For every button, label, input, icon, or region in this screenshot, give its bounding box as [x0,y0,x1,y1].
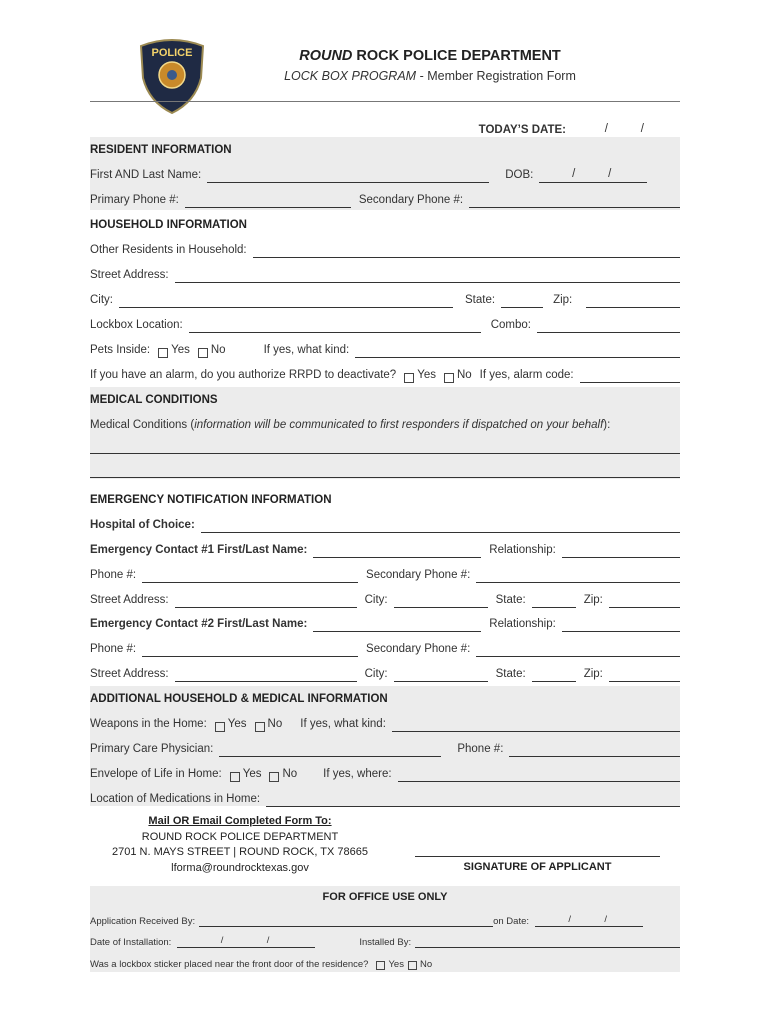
other-residents-row: Other Residents in Household: [90,236,680,258]
pets-row: Pets Inside: Yes No If yes, what kind: [90,336,680,358]
mailing-line-1: ROUND ROCK POLICE DEPARTMENT [141,830,339,843]
contact1-city-field[interactable] [394,593,488,608]
pets-yes-checkbox[interactable] [158,348,168,358]
contact2-zip-field[interactable] [609,667,680,682]
todays-date-row: TODAY’S DATE: / / [90,116,680,138]
lockbox-location-field[interactable] [189,318,481,333]
received-by-field[interactable] [199,914,493,927]
signature-field[interactable] [415,856,660,857]
contact1-address-row: Street Address: City: State: Zip: [90,586,680,608]
emergency-heading: EMERGENCY NOTIFICATION INFORMATION [90,494,332,506]
alarm-no-checkbox[interactable] [444,373,454,383]
name-field[interactable] [207,168,489,183]
weapons-kind-field[interactable] [392,717,680,732]
mailing-heading: Mail OR Email Completed Form To: [148,815,332,827]
physician-field[interactable] [219,742,441,757]
other-residents-field[interactable] [253,243,680,258]
page-subtitle: LOCK BOX PROGRAM - Member Registration Form [284,69,576,83]
contact1-phone-row: Phone #: Secondary Phone #: [90,561,680,583]
dob-field[interactable]: / / [539,168,647,183]
sticker-yes-checkbox[interactable] [376,961,385,970]
contact2-phone-row: Phone #: Secondary Phone #: [90,635,680,657]
contact1-phone-field[interactable] [142,568,358,583]
mailing-line-2: 2701 N. MAYS STREET | ROUND ROCK, TX 78665 [112,846,368,858]
medical-line-2[interactable] [90,477,680,478]
installation-row: Date of Installation: / / Installed By: [90,930,680,948]
contact2-row: Emergency Contact #2 First/Last Name: Relationship: [90,610,680,632]
medical-line-1[interactable] [90,453,680,454]
combo-field[interactable] [537,318,680,333]
mailing-email[interactable]: lforma@roundrocktexas.gov [171,861,309,874]
medical-label-row: Medical Conditions (information will be communicated to first responders if dispatched on your behalf): [90,419,611,431]
envelope-row: Envelope of Life in Home: Yes No If yes, where: [90,760,680,782]
sticker-row: Was a lockbox sticker placed near the front door of the residence? Yes No [90,959,433,970]
lockbox-row: Lockbox Location: Combo: [90,311,680,333]
phone-row: Primary Phone #: Secondary Phone #: [90,186,680,208]
police-badge-logo [135,38,209,114]
physician-row: Primary Care Physician: Phone #: [90,735,680,757]
hospital-row: Hospital of Choice: [90,511,680,533]
street-row: Street Address: [90,261,680,283]
mailing-block [90,814,390,876]
alarm-code-field[interactable] [580,368,680,383]
hospital-field[interactable] [201,518,680,533]
contact1-relationship-field[interactable] [562,543,680,558]
weapons-no-checkbox[interactable] [255,722,265,732]
install-date-field[interactable]: / / [177,935,315,948]
envelope-no-checkbox[interactable] [269,772,279,782]
secondary-phone-field[interactable] [469,193,680,208]
contact2-city-field[interactable] [394,667,488,682]
header-divider [90,101,680,102]
received-row: Application Received By: on Date: / / [90,909,680,927]
envelope-where-field[interactable] [398,767,680,782]
contact2-name-field[interactable] [313,617,481,632]
office-heading: FOR OFFICE USE ONLY [322,891,448,903]
weapons-row: Weapons in the Home: Yes No If yes, what kind: [90,710,680,732]
street-field[interactable] [175,268,680,283]
alarm-row: If you have an alarm, do you authorize RRPD to deactivate? Yes No If yes, alarm code: [90,361,680,383]
contact1-street-field[interactable] [175,593,357,608]
city-row: City: State: Zip: [90,286,680,308]
sticker-no-checkbox[interactable] [408,961,417,970]
contact1-secondary-phone-field[interactable] [476,568,680,583]
contact1-state-field[interactable] [532,593,576,608]
badge-text: POLICE [151,47,193,59]
contact2-secondary-phone-field[interactable] [476,642,680,657]
state-field[interactable] [501,293,543,308]
resident-heading: RESIDENT INFORMATION [90,144,232,156]
contact2-relationship-field[interactable] [562,617,680,632]
received-date-field[interactable]: / / [535,914,643,927]
medications-field[interactable] [266,792,680,807]
contact2-street-field[interactable] [175,667,357,682]
envelope-yes-checkbox[interactable] [230,772,240,782]
name-dob-row: First AND Last Name: DOB: / / [90,161,680,183]
contact1-row: Emergency Contact #1 First/Last Name: Relationship: [90,536,680,558]
medications-row: Location of Medications in Home: [90,785,680,807]
signature-label: SIGNATURE OF APPLICANT [463,861,612,873]
contact1-name-field[interactable] [313,543,481,558]
city-field[interactable] [119,293,453,308]
contact1-zip-field[interactable] [609,593,680,608]
pets-kind-field[interactable] [355,343,680,358]
installed-by-field[interactable] [415,935,680,948]
physician-phone-field[interactable] [509,742,680,757]
medical-heading: MEDICAL CONDITIONS [90,394,218,406]
page-title: ROUND ROCK POLICE DEPARTMENT [299,48,561,64]
pets-no-checkbox[interactable] [198,348,208,358]
todays-date-field[interactable]: / / [572,123,680,138]
contact2-state-field[interactable] [532,667,576,682]
weapons-yes-checkbox[interactable] [215,722,225,732]
additional-heading: ADDITIONAL HOUSEHOLD & MEDICAL INFORMATION [90,693,388,705]
primary-phone-field[interactable] [185,193,351,208]
contact2-address-row: Street Address: City: State: Zip: [90,660,680,682]
household-heading: HOUSEHOLD INFORMATION [90,219,247,231]
zip-field[interactable] [586,293,680,308]
contact2-phone-field[interactable] [142,642,358,657]
alarm-yes-checkbox[interactable] [404,373,414,383]
